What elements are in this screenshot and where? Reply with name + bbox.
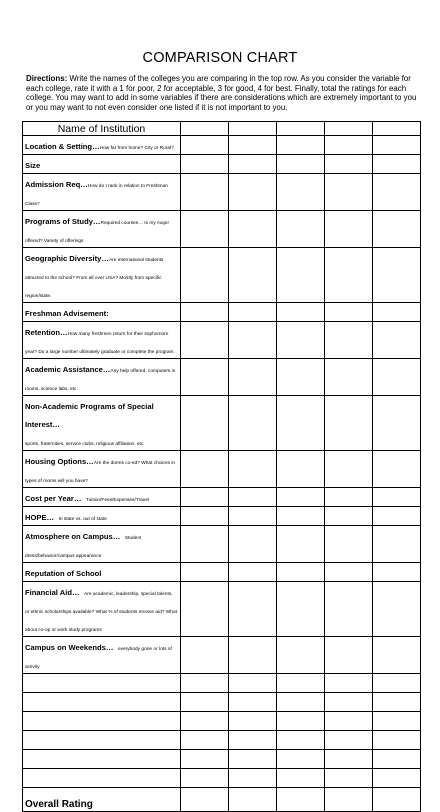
criterion-description: Tuition/Fees/Expenses/Travel (85, 498, 149, 503)
criterion-cell (23, 155, 181, 174)
criterion-label: Programs of Study… (25, 217, 101, 226)
criterion-label: Admission Req… (25, 180, 88, 189)
rating-cell[interactable] (373, 248, 421, 303)
rating-cell[interactable] (229, 507, 277, 526)
rating-cell[interactable] (277, 526, 325, 563)
rating-cell[interactable] (181, 769, 229, 788)
criterion-label: Geographic Diversity… (25, 254, 109, 263)
table-row (23, 136, 421, 155)
directions-paragraph (26, 74, 418, 112)
rating-cell[interactable] (181, 693, 229, 712)
rating-cell[interactable] (325, 712, 373, 731)
criterion-label: Academic Assistance… (25, 365, 111, 374)
table-row (23, 396, 421, 451)
rating-cell[interactable] (277, 563, 325, 582)
rating-cell[interactable] (277, 488, 325, 507)
criterion-cell (23, 582, 181, 637)
criterion-label: Campus on Weekends… (25, 643, 114, 652)
rating-cell[interactable] (229, 750, 277, 769)
criterion-cell (23, 136, 181, 155)
rating-cell[interactable] (229, 451, 277, 488)
criterion-description: Required courses… Is my major offered? Variety of offerings (25, 221, 170, 244)
blank-row (23, 750, 421, 769)
rating-cell[interactable] (229, 674, 277, 693)
rating-cell[interactable] (373, 582, 421, 637)
criterion-cell (23, 507, 181, 526)
rating-cell[interactable] (373, 136, 421, 155)
rating-cell[interactable] (325, 248, 373, 303)
blank-row (23, 693, 421, 712)
rating-cell[interactable] (373, 712, 421, 731)
rating-cell[interactable] (229, 174, 277, 211)
total-cell[interactable] (277, 788, 325, 812)
table-row (23, 211, 421, 248)
rating-cell[interactable] (181, 750, 229, 769)
rating-cell[interactable] (181, 507, 229, 526)
rating-cell[interactable] (229, 731, 277, 750)
rating-cell[interactable] (277, 712, 325, 731)
rating-cell[interactable] (277, 174, 325, 211)
table-row (23, 637, 421, 674)
rating-cell[interactable] (277, 674, 325, 693)
rating-cell[interactable] (277, 136, 325, 155)
rating-cell[interactable] (229, 582, 277, 637)
rating-cell[interactable] (325, 174, 373, 211)
rating-cell[interactable] (181, 396, 229, 451)
criterion-cell (23, 396, 181, 451)
rating-cell[interactable] (325, 693, 373, 712)
blank-criterion-cell[interactable] (23, 693, 181, 712)
rating-cell[interactable] (373, 359, 421, 396)
rating-cell[interactable] (229, 488, 277, 507)
total-cell[interactable] (373, 788, 421, 812)
rating-cell[interactable] (229, 155, 277, 174)
rating-cell[interactable] (229, 322, 277, 359)
rating-cell[interactable] (181, 303, 229, 322)
rating-cell[interactable] (373, 303, 421, 322)
criterion-label: Retention… (25, 328, 68, 337)
comparison-table (22, 121, 421, 812)
rating-cell[interactable] (277, 582, 325, 637)
blank-row (23, 674, 421, 693)
blank-row (23, 731, 421, 750)
criterion-label: Reputation of School (25, 569, 102, 578)
rating-cell[interactable] (181, 174, 229, 211)
criterion-description: How many freshmen return for their sophomore year? Do a large number ultimately graduate or complete the program. (25, 332, 175, 355)
rating-cell[interactable] (229, 563, 277, 582)
blank-row (23, 769, 421, 788)
table-row (23, 451, 421, 488)
rating-cell[interactable] (325, 488, 373, 507)
criterion-description: Student dress/behavior/campus appearance (25, 536, 142, 559)
criterion-label: Financial Aid… (25, 588, 80, 597)
rating-cell[interactable] (181, 322, 229, 359)
rating-cell[interactable] (181, 136, 229, 155)
criterion-cell (23, 174, 181, 211)
rating-cell[interactable] (325, 507, 373, 526)
rating-cell[interactable] (229, 359, 277, 396)
criterion-description: Any help offered, computers in rooms, science labs, etc. (25, 369, 176, 392)
rating-cell[interactable] (229, 712, 277, 731)
rating-cell[interactable] (373, 693, 421, 712)
rating-cell[interactable] (325, 451, 373, 488)
criterion-description: everybody gone or lots of activity (25, 647, 172, 670)
criterion-cell (23, 303, 181, 322)
directions-text: Write the names of the colleges you are comparing in the top row. As you consider the variable for each college, rate it with a 1 for poor, 2 for acceptable, 3 for good, 4 for best. Finally, total the ratings for each college. You may want to add in some variables if there are considerations which are extremely important to you or you may want to not even consider one listed if it is not important to you. (26, 74, 417, 112)
rating-cell[interactable] (181, 637, 229, 674)
rating-cell[interactable] (373, 563, 421, 582)
rating-cell[interactable] (277, 155, 325, 174)
rating-cell[interactable] (229, 248, 277, 303)
rating-cell[interactable] (229, 136, 277, 155)
rating-cell[interactable] (325, 322, 373, 359)
criterion-cell (23, 359, 181, 396)
criterion-label: Non-Academic Programs of Special Interest… (25, 402, 154, 429)
rating-cell[interactable] (181, 451, 229, 488)
blank-row (23, 712, 421, 731)
criterion-cell (23, 526, 181, 563)
rating-cell[interactable] (277, 322, 325, 359)
rating-cell[interactable] (277, 507, 325, 526)
college-name-cell-2[interactable] (229, 122, 277, 136)
rating-cell[interactable] (181, 582, 229, 637)
page-title: COMPARISON CHART (142, 50, 298, 66)
criterion-cell (23, 488, 181, 507)
rating-cell[interactable] (181, 526, 229, 563)
rating-cell[interactable] (277, 359, 325, 396)
rating-cell[interactable] (325, 359, 373, 396)
blank-criterion-cell[interactable] (23, 674, 181, 693)
rating-cell[interactable] (229, 637, 277, 674)
rating-cell[interactable] (373, 211, 421, 248)
rating-cell[interactable] (373, 750, 421, 769)
rating-cell[interactable] (325, 526, 373, 563)
table-row (23, 359, 421, 396)
overall-rating-row (23, 788, 421, 812)
rating-cell[interactable] (373, 526, 421, 563)
table-row (23, 155, 421, 174)
rating-cell[interactable] (181, 731, 229, 750)
rating-cell[interactable] (373, 731, 421, 750)
rating-cell[interactable] (373, 174, 421, 211)
rating-cell[interactable] (373, 674, 421, 693)
rating-cell[interactable] (325, 750, 373, 769)
criterion-label: Size (25, 161, 41, 170)
rating-cell[interactable] (325, 211, 373, 248)
criterion-label: Location & Setting… (25, 142, 100, 151)
blank-criterion-cell[interactable] (23, 769, 181, 788)
criterion-cell (23, 322, 181, 359)
criterion-cell (23, 637, 181, 674)
rating-cell[interactable] (325, 674, 373, 693)
rating-cell[interactable] (373, 488, 421, 507)
rating-cell[interactable] (181, 155, 229, 174)
college-name-cell-1[interactable] (181, 122, 229, 136)
criterion-label: Cost per Year… (25, 494, 82, 503)
rating-cell[interactable] (181, 488, 229, 507)
total-cell[interactable] (229, 788, 277, 812)
criterion-cell (23, 211, 181, 248)
blank-criterion-cell[interactable] (23, 731, 181, 750)
rating-cell[interactable] (229, 526, 277, 563)
rating-cell[interactable] (277, 451, 325, 488)
criterion-description: How far from home? City or Rural? (99, 146, 174, 151)
table-header-row (23, 122, 421, 136)
rating-cell[interactable] (181, 674, 229, 693)
table-row (23, 582, 421, 637)
rating-cell[interactable] (373, 396, 421, 451)
rating-cell[interactable] (277, 637, 325, 674)
overall-rating-label: Overall Rating (23, 788, 181, 812)
rating-cell[interactable] (325, 303, 373, 322)
criterion-description: Are the dorms co-ed? What choices in types of rooms will you have? (25, 461, 176, 484)
rating-cell[interactable] (181, 211, 229, 248)
blank-criterion-cell[interactable] (23, 750, 181, 769)
rating-cell[interactable] (325, 582, 373, 637)
rating-cell[interactable] (277, 303, 325, 322)
blank-criterion-cell[interactable] (23, 712, 181, 731)
criterion-label: Atmosphere on Campus… (25, 532, 121, 541)
table-row (23, 303, 421, 322)
rating-cell[interactable] (373, 507, 421, 526)
college-name-cell-3[interactable] (277, 122, 325, 136)
criterion-description: Are international students attracted to the school? From all over USA? Mostly from specific region/state. (25, 258, 164, 299)
rating-cell[interactable] (325, 563, 373, 582)
rating-cell[interactable] (373, 155, 421, 174)
criterion-label: Housing Options… (25, 457, 94, 466)
table-row (23, 322, 421, 359)
rating-cell[interactable] (325, 155, 373, 174)
rating-cell[interactable] (277, 769, 325, 788)
total-cell[interactable] (325, 788, 373, 812)
criterion-description: sports, fraternities, service clubs, religious affiliation, etc. (25, 442, 145, 447)
criterion-label: Freshman Advisement: (25, 309, 109, 318)
criterion-description: In state vs. out of state (58, 517, 107, 522)
rating-cell[interactable] (229, 693, 277, 712)
table-row (23, 488, 421, 507)
rating-cell[interactable] (277, 211, 325, 248)
rating-cell[interactable] (181, 563, 229, 582)
college-name-cell-4[interactable] (325, 122, 373, 136)
rating-cell[interactable] (277, 396, 325, 451)
table-row (23, 507, 421, 526)
table-row (23, 174, 421, 211)
criterion-label: HOPE… (25, 513, 55, 522)
rating-cell[interactable] (229, 769, 277, 788)
rating-cell[interactable] (229, 211, 277, 248)
total-cell[interactable] (181, 788, 229, 812)
criterion-description: Are academic, leadership, special talents, or ethnic scholarships available? What % of students receive aid? What about co-op or work study programs (25, 592, 177, 633)
rating-cell[interactable] (229, 396, 277, 451)
rating-cell[interactable] (373, 769, 421, 788)
rating-cell[interactable] (373, 451, 421, 488)
rating-cell[interactable] (325, 136, 373, 155)
table-row (23, 248, 421, 303)
criterion-cell (23, 248, 181, 303)
rating-cell[interactable] (373, 322, 421, 359)
rating-cell[interactable] (325, 396, 373, 451)
directions-label: Directions: (26, 74, 68, 83)
header-name-of-institution: Name of Institution (23, 122, 181, 136)
rating-cell[interactable] (373, 637, 421, 674)
criterion-cell (23, 563, 181, 582)
college-name-cell-5[interactable] (373, 122, 421, 136)
table-row (23, 563, 421, 582)
rating-cell[interactable] (181, 248, 229, 303)
rating-cell[interactable] (325, 769, 373, 788)
rating-cell[interactable] (181, 359, 229, 396)
rating-cell[interactable] (277, 693, 325, 712)
rating-cell[interactable] (229, 303, 277, 322)
criterion-cell (23, 451, 181, 488)
table-row (23, 526, 421, 563)
rating-cell[interactable] (325, 637, 373, 674)
criterion-description: How do I rank in relation to Freshman Class? (25, 184, 168, 207)
rating-cell[interactable] (277, 248, 325, 303)
rating-cell[interactable] (277, 750, 325, 769)
rating-cell[interactable] (325, 731, 373, 750)
rating-cell[interactable] (277, 731, 325, 750)
rating-cell[interactable] (181, 712, 229, 731)
